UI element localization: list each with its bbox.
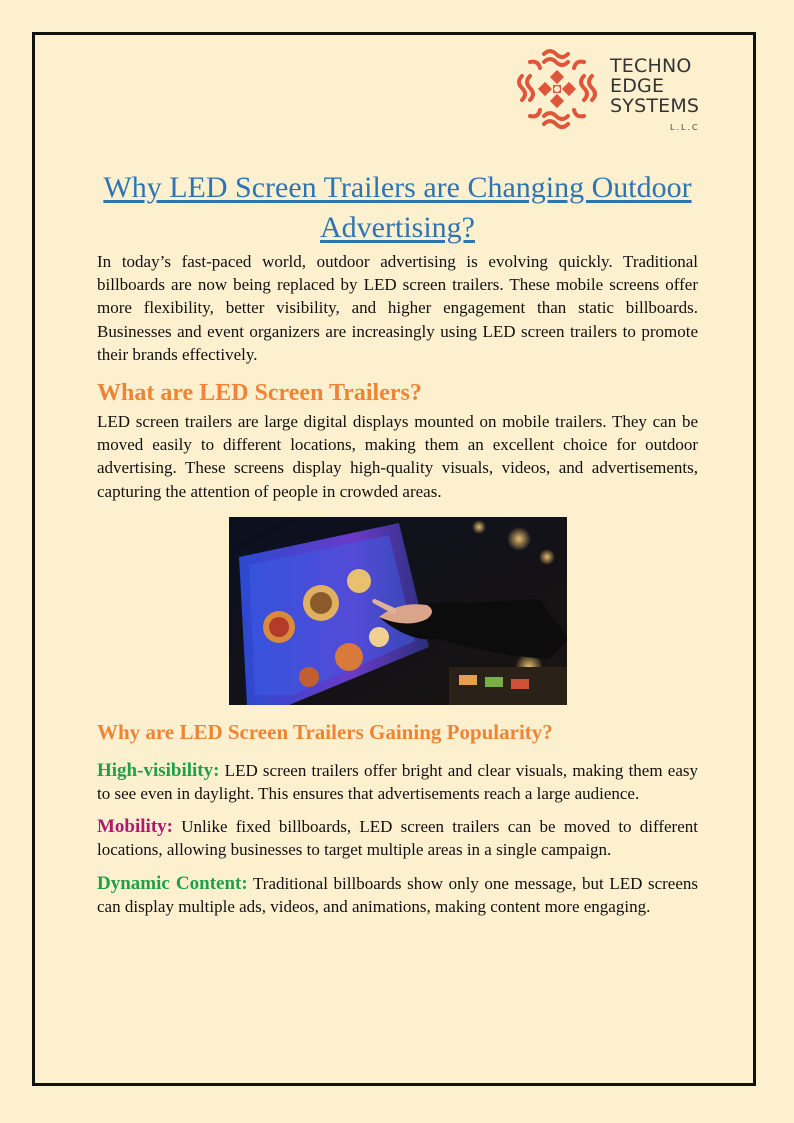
logo-emblem-icon [514,46,600,132]
logo-text-line3: SYSTEMS [610,95,700,117]
article [97,168,698,928]
item-text-mobility: Unlike fixed billboards, LED screen trailers can be moved to different locations, allowing businesses to target multiple areas in a single campaign. [97,817,698,860]
item-text-visibility: LED screen trailers offer bright and clear visuals, making them easy to see even in daylight. This ensures that advertisements reach a large audience. [97,760,698,804]
section-paragraph-what: LED screen trailers are large digital displays mounted on mobile trailers. They can be moved easily to different locations, making them an excellent choice for outdoor advertising. These screens display high-quality visuals, videos, and advertisements, capturing the attention of people in crowded areas. [97,412,698,501]
intro-paragraph: In today’s fast-paced world, outdoor advertising is evolving quickly. Traditional billboards are now being replaced by LED screen trailers. These mobile screens offer more flexibility, better visibility, and higher engagement than static billboards. Businesses and event organizers are increasingly using LED screen trailers to promote their brands effectively. [97,252,698,364]
touchscreen-photo [229,517,567,705]
section-heading-what: What are LED Screen Trailers? [97,380,422,407]
company-logo [514,46,714,138]
list-item [97,759,698,805]
logo-text-line1: TECHNO [610,55,692,77]
logo-suffix: L.L.C [670,123,700,132]
item-text-dynamic: Traditional billboards show only one message, but LED screens can display multiple ads, videos, and animations, making content more engaging. [97,873,698,916]
section-heading-popularity: Why are LED Screen Trailers Gaining Popularity? [97,719,553,744]
page-title[interactable]: Why LED Screen Trailers are Changing Outdoor Advertising? [103,171,692,244]
item-lead-visibility: High-visibility: [97,759,220,781]
list-item [97,815,698,861]
list-item [97,872,698,918]
item-lead-dynamic: Dynamic Content: [97,872,248,894]
logo-text-line2: EDGE [610,75,665,97]
item-lead-mobility: Mobility: [97,816,173,838]
